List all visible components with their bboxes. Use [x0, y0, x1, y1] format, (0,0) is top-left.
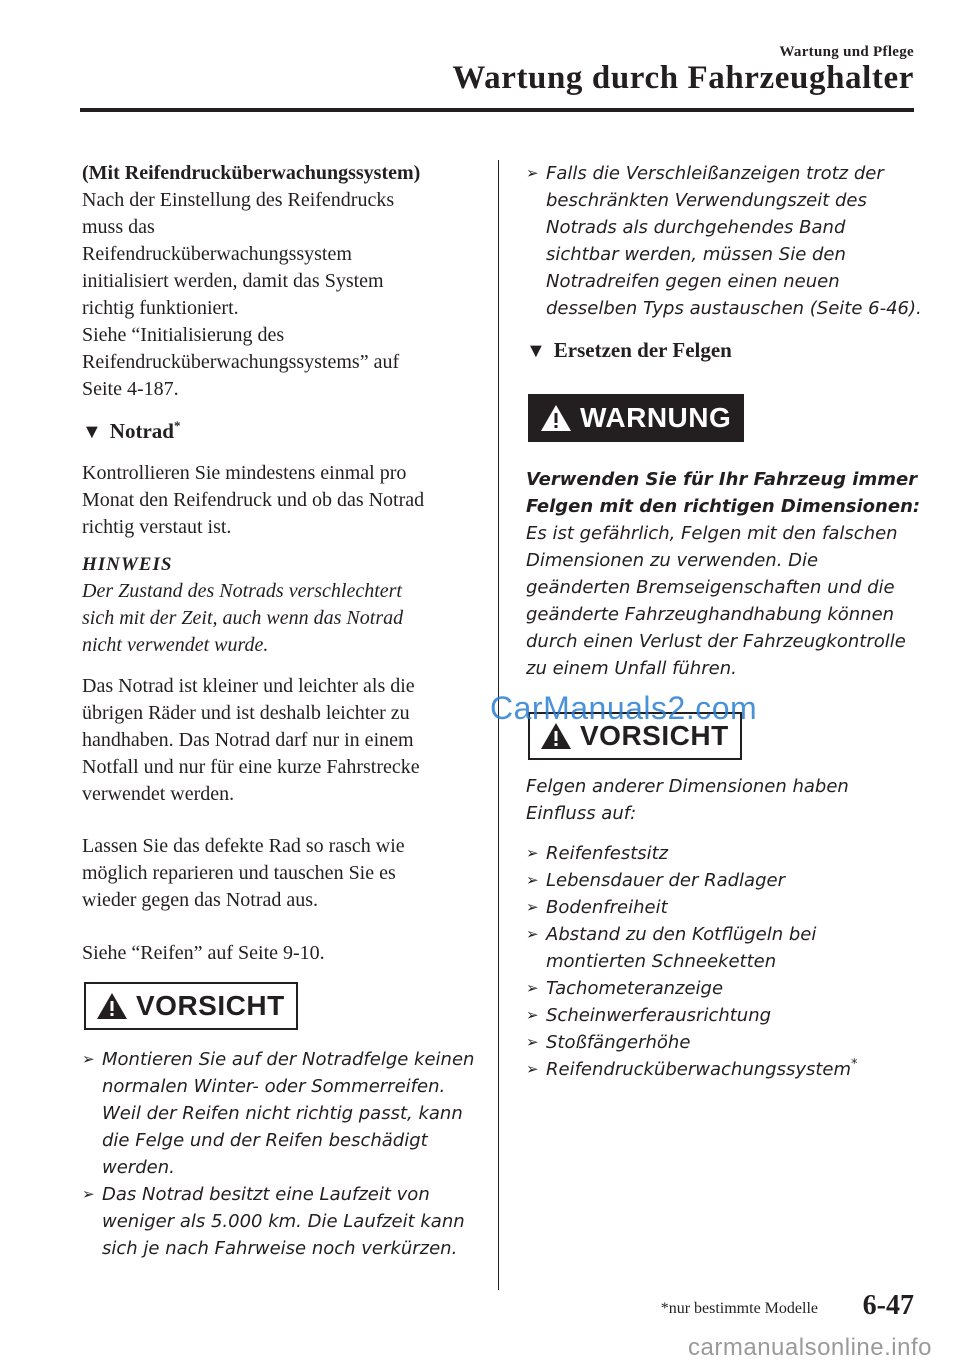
repair-line: Lassen Sie das defekte Rad so rasch wie: [82, 835, 405, 857]
vorsicht-intro: [526, 773, 849, 827]
bullet-item: [82, 1181, 477, 1262]
felgen-heading-text: Ersetzen der Felgen: [553, 338, 732, 362]
hinweis-line: nicht verwendet wurde.: [82, 634, 269, 656]
hinweis-note: [82, 551, 403, 659]
tpms-paragraph: [82, 187, 477, 403]
warnung-line: geänderten Bremseigenschaften und die: [526, 577, 895, 598]
influence-list: [526, 840, 921, 1083]
watermark: CarManuals2.com: [490, 690, 758, 726]
arrow-bullet-icon: ➢: [526, 1033, 539, 1051]
list-item-text: Tachometeranzeige: [546, 978, 724, 999]
footer-site-mark: carmanualsonline.info: [688, 1334, 932, 1361]
list-item-text: Lebensdauer der Radlager: [546, 870, 785, 891]
repair-line: möglich reparieren und tauschen Sie es: [82, 862, 396, 884]
list-item-text: Reifendrucküberwachungssystem: [546, 1059, 852, 1080]
notrad-line: Kontrollieren Sie mindestens einmal pro: [82, 462, 407, 484]
asterisk-marker: *: [851, 1057, 858, 1072]
notrad-detail-paragraph: [82, 673, 420, 808]
warning-triangle-icon: [540, 403, 572, 433]
warnung-label: WARNUNG: [580, 402, 732, 433]
notrad-heading: [82, 418, 180, 446]
warnung-line: Es ist gefährlich, Felgen mit den falschen: [526, 523, 898, 544]
notrad-line: Monat den Reifendruck und ob das Notrad: [82, 489, 425, 511]
warnung-line: zu einem Unfall führen.: [526, 658, 737, 679]
list-item: [526, 1002, 921, 1029]
list-item-text: Stoßfängerhöhe: [546, 1032, 691, 1053]
bullet-line: normalen Winter- oder Sommerreifen.: [102, 1076, 446, 1097]
bullet-item: [526, 160, 921, 322]
bullet-line: Das Notrad besitzt eine Laufzeit von: [102, 1184, 430, 1205]
detail-line: handhaben. Das Notrad darf nur in einem: [82, 729, 414, 751]
vorsicht-box: [84, 982, 298, 1030]
repair-paragraph: [82, 833, 405, 914]
arrow-bullet-icon: ➢: [82, 1050, 95, 1068]
warnung-line: durch einen Verlust der Fahrzeugkontrolle: [526, 631, 906, 652]
list-item: [526, 1029, 921, 1056]
warning-triangle-icon: [96, 991, 128, 1021]
tpms-line: Siehe “Initialisierung des: [82, 324, 285, 346]
asterisk-marker: *: [173, 418, 181, 433]
bullet-line: Falls die Verschleißanzeigen trotz der: [546, 163, 884, 184]
arrow-bullet-icon: ➢: [526, 871, 539, 889]
reference-line: Siehe “Reifen” auf Seite 9-10.: [82, 942, 325, 964]
arrow-bullet-icon: ➢: [526, 844, 539, 862]
notrad-paragraph: [82, 460, 424, 541]
detail-line: verwendet werden.: [82, 783, 235, 805]
tpms-line: richtig funktioniert.: [82, 297, 239, 319]
repair-line: wieder gegen das Notrad aus.: [82, 889, 319, 911]
list-item-text: Bodenfreiheit: [546, 897, 668, 918]
list-item: [526, 894, 921, 921]
warnung-bold-line: Felgen mit den richtigen Dimensionen:: [526, 496, 921, 517]
tpms-line: initialisiert werden, damit das System: [82, 270, 384, 292]
tpms-line: Reifendrucküberwachungssystem: [82, 243, 352, 265]
bullet-line: sichtbar werden, müssen Sie den: [546, 244, 846, 265]
bullet-item: [82, 1046, 477, 1181]
vorsicht-bullets: [82, 1046, 477, 1262]
arrow-bullet-icon: ➢: [526, 1060, 539, 1078]
hinweis-label: HINWEIS: [82, 554, 173, 575]
header-rule: [80, 108, 914, 112]
detail-line: Das Notrad ist kleiner und leichter als die: [82, 675, 415, 697]
bullet-line: Notradreifen gegen einen neuen: [546, 271, 840, 292]
warnung-box: [528, 394, 744, 442]
warnung-line: geänderte Fahrzeughandhabung können: [526, 604, 895, 625]
bullet-line: werden.: [102, 1157, 175, 1178]
vorsicht-label: VORSICHT: [580, 720, 729, 751]
tpms-title: (Mit Reifendrucküberwachungssystem): [82, 162, 421, 184]
header-section: Wartung und Pflege: [779, 44, 914, 60]
list-item: [526, 867, 921, 894]
list-item: [526, 921, 921, 975]
bullet-line: weniger als 5.000 km. Die Laufzeit kann: [102, 1211, 465, 1232]
list-item: [526, 975, 921, 1002]
tpms-line: Seite 4-187.: [82, 378, 179, 400]
arrow-bullet-icon: ➢: [526, 979, 539, 997]
bullet-line: die Felge und der Reifen beschädigt: [102, 1130, 428, 1151]
bullet-line: desselben Typs austauschen (Seite 6-46).: [546, 298, 922, 319]
page-title: Wartung durch Fahrzeughalter: [452, 60, 914, 96]
triangle-down-icon: ▼: [82, 421, 102, 443]
list-item-text: Reifenfestsitz: [546, 843, 669, 864]
tpms-line: Reifendrucküberwachungssystems” auf: [82, 351, 400, 373]
bullet-line: beschränkten Verwendungszeit des: [546, 190, 867, 211]
list-item: [526, 840, 921, 867]
list-item-text: Abstand zu den Kotflügeln bei: [546, 924, 817, 945]
arrow-bullet-icon: ➢: [526, 925, 539, 943]
intro-line: Einfluss auf:: [526, 803, 637, 824]
warnung-line: Dimensionen zu verwenden. Die: [526, 550, 819, 571]
list-item: [526, 1056, 921, 1083]
list-item-text: montierten Schneeketten: [546, 951, 777, 972]
bullet-line: Notrads als durchgehendes Band: [546, 217, 846, 238]
warnung-bold-line: Verwenden Sie für Ihr Fahrzeug immer: [526, 469, 918, 490]
footnote: *nur bestimmte Modelle: [660, 1300, 818, 1317]
arrow-bullet-icon: ➢: [82, 1185, 95, 1203]
felgen-heading: [526, 337, 732, 365]
detail-line: übrigen Räder und ist deshalb leichter zu: [82, 702, 410, 724]
bullet-line: Montieren Sie auf der Notradfelge keinen: [102, 1049, 475, 1070]
notrad-line: richtig verstaut ist.: [82, 516, 232, 538]
arrow-bullet-icon: ➢: [526, 1006, 539, 1024]
arrow-bullet-icon: ➢: [526, 164, 539, 182]
warnung-text: [526, 466, 926, 682]
intro-line: Felgen anderer Dimensionen haben: [526, 776, 849, 797]
hinweis-line: sich mit der Zeit, auch wenn das Notrad: [82, 607, 404, 629]
triangle-down-icon: ▼: [526, 340, 546, 362]
vorsicht-label: VORSICHT: [136, 990, 285, 1021]
tpms-line: Nach der Einstellung des Reifendrucks: [82, 189, 395, 211]
page-number: 6-47: [862, 1290, 914, 1321]
list-item-text: Scheinwerferausrichtung: [546, 1005, 772, 1026]
notrad-heading-text: Notrad: [109, 419, 174, 443]
arrow-bullet-icon: ➢: [526, 898, 539, 916]
tpms-line: muss das: [82, 216, 155, 238]
bullet-line: sich je nach Fahrweise noch verkürzen.: [102, 1238, 458, 1259]
bullet-line: Weil der Reifen nicht richtig passt, kann: [102, 1103, 463, 1124]
detail-line: Notfall und nur für eine kurze Fahrstrecke: [82, 756, 420, 778]
hinweis-line: Der Zustand des Notrads verschlechtert: [82, 580, 402, 602]
